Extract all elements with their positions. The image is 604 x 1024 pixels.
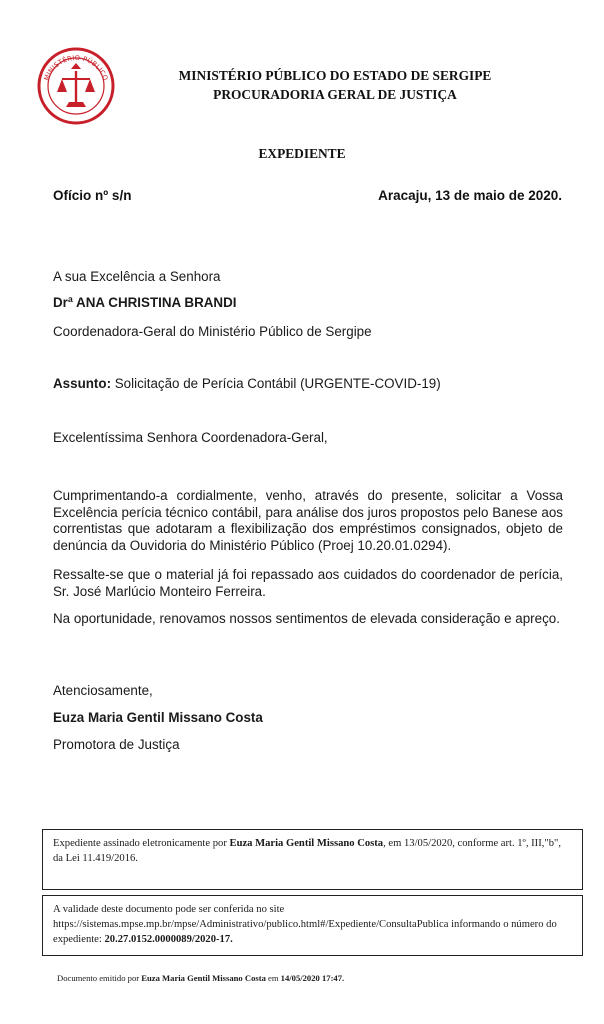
subject-text: Solicitação de Perícia Contábil (URGENTE-COVID-19) <box>111 376 441 391</box>
notice-signer: Euza Maria Gentil Missano Costa <box>229 838 384 849</box>
svg-text:MINISTÉRIO PÚBLICO: MINISTÉRIO PÚBLICO <box>42 53 110 82</box>
body-paragraph-2: Ressalte-se que o material já foi repassado aos cuidados do coordenador de perícia, Sr. José Marlúcio Monteiro Ferreira. <box>53 567 563 599</box>
recipient-salutation: A sua Excelência a Senhora <box>53 269 221 284</box>
footer-name: Euza Maria Gentil Missano Costa <box>141 973 266 983</box>
greeting: Excelentíssima Senhora Coordenadora-Geral, <box>53 430 328 445</box>
validation-notice: A validade deste documento pode ser conferida no site https://sistemas.mpse.mp.br/mpse/Administrativo/publico.html#/Expediente/ConsultaPublica informando o número do expediente: 20.27.0152.0000089/2020-17. <box>42 895 583 956</box>
footer-datetime: 14/05/2020 17:47. <box>280 973 345 983</box>
recipient-role: Coordenadora-Geral do Ministério Público de Sergipe <box>53 324 372 339</box>
document-date: Aracaju, 13 de maio de 2020. <box>378 188 562 203</box>
electronic-signature-notice: Expediente assinado eletronicamente por Euza Maria Gentil Missano Costa, em 13/05/2020, conforme art. 1º, III,"b", da Lei 11.419/2016. <box>42 829 583 890</box>
ministerio-publico-seal-icon <box>35 45 117 127</box>
validation-url: https://sistemas.mpse.mp.br/mpse/Administrativo/publico.html#/Expediente/ConsultaPublica informando o número do expediente: <box>53 919 557 946</box>
oficio-number: Ofício nº s/n <box>53 188 132 203</box>
subject-label: Assunto: <box>53 376 112 391</box>
institution-department: PROCURADORIA GERAL DE JUSTIÇA <box>213 87 457 102</box>
signer-name: Euza Maria Gentil Missano Costa <box>53 710 263 725</box>
document-type: EXPEDIENTE <box>258 146 346 161</box>
expediente-number: 20.27.0152.0000089/2020-17. <box>104 934 233 946</box>
body-paragraph-1: Cumprimentando-a cordialmente, venho, através do presente, solicitar a Vossa Excelência perícia técnico contábil, para análise dos juros propostos pelo Banese aos correntistas que adotaram a flexibilização dos empréstimos consignados, objeto de denúncia da Ouvidoria do Ministério Público (Proej 10.20.01.0294). <box>53 488 563 553</box>
emission-footer: Documento emitido por Euza Maria Gentil Missano Costa em 14/05/2020 17:47. <box>57 973 345 983</box>
valediction: Atenciosamente, <box>53 683 153 698</box>
body-paragraph-3: Na oportunidade, renovamos nossos sentimentos de elevada consideração e apreço. <box>53 611 560 626</box>
institution-header <box>125 66 545 104</box>
institution-name: MINISTÉRIO PÚBLICO DO ESTADO DE SERGIPE <box>178 68 492 83</box>
subject-line <box>53 376 441 393</box>
signer-title: Promotora de Justiça <box>53 737 180 752</box>
recipient-name: Drª ANA CHRISTINA BRANDI <box>53 295 237 310</box>
